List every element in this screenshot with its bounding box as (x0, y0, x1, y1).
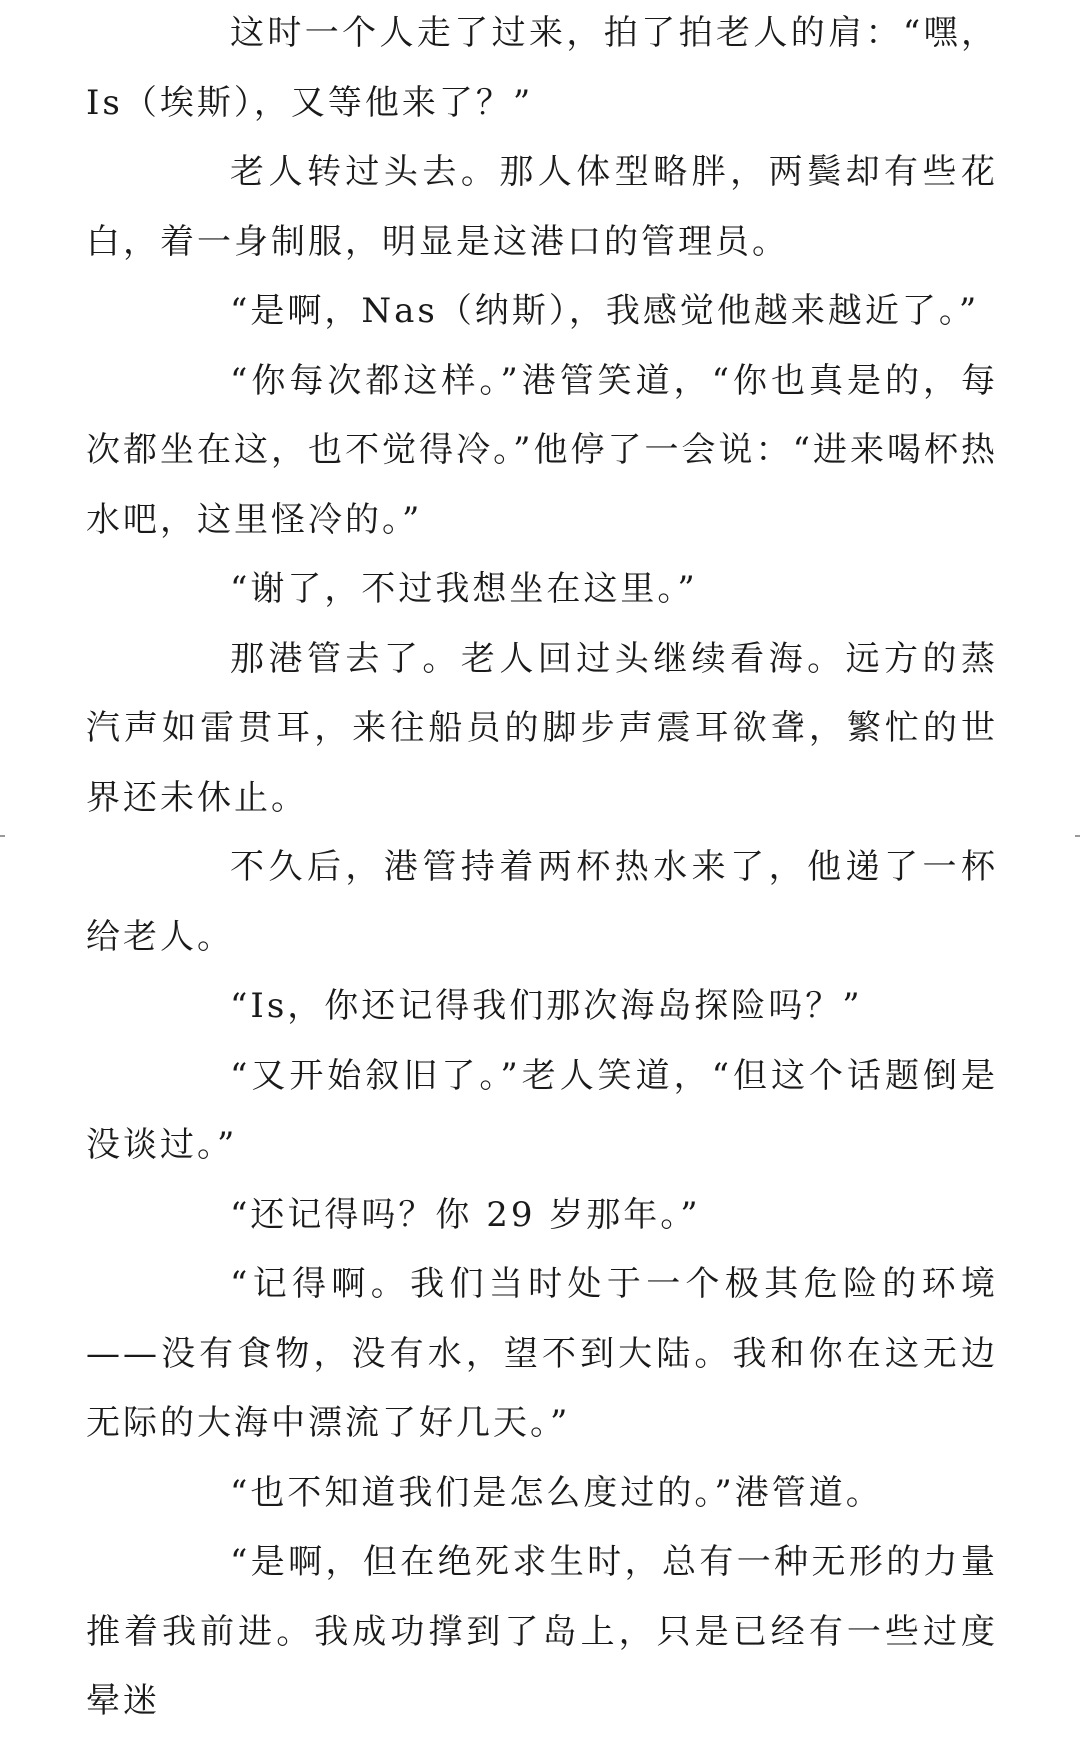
paragraph-12: “也不知道我们是怎么度过的。”港管道。 (230, 1472, 883, 1513)
paragraph-10: “还记得吗？你 29 岁那年。” (230, 1194, 701, 1235)
paragraph-2: 老人转过头去。那人体型略胖，两鬓却有些花白，着一身制服，明显是这港口的管理员。 (86, 152, 998, 262)
right-edge-mark (1075, 835, 1080, 837)
paragraph-6: 那港管去了。老人回过头继续看海。远方的蒸汽声如雷贯耳，来往船员的脚步声震耳欲聋，繁忙的世界还未休止。 (86, 638, 998, 818)
left-edge-mark (0, 835, 5, 837)
paragraph-1: 这时一个人走了过来，拍了拍老人的肩：“嘿，Is（埃斯），又等他来了？” (86, 13, 998, 123)
paragraph-5: “谢了，不过我想坐在这里。” (230, 569, 698, 609)
paragraph-3: “是啊，Nas（纳斯），我感觉他越来越近了。” (230, 291, 980, 331)
paragraph-11: “记得啊。我们当时处于一个极其危险的环境——没有食物，没有水，望不到大陆。我和你在这无边无际的大海中漂流了好几天。” (86, 1264, 998, 1443)
paragraph-8: “Is，你还记得我们那次海岛探险吗？” (230, 986, 863, 1026)
paragraph-13: “是啊，但在绝死求生时，总有一种无形的力量推着我前进。我成功撑到了岛上，只是已经有一些过度晕迷 (86, 1542, 998, 1721)
paragraph-4: “你每次都这样。”港管笑道，“你也真是的，每次都坐在这，也不觉得冷。”他停了一会说：“进来喝杯热水吧，这里怪冷的。” (86, 360, 998, 540)
story-text (86, 0, 998, 1737)
paragraph-7: 不久后，港管持着两杯热水来了，他递了一杯给老人。 (86, 847, 998, 957)
paragraph-9: “又开始叙旧了。”老人笑道，“但这个话题倒是没谈过。” (86, 1055, 998, 1165)
